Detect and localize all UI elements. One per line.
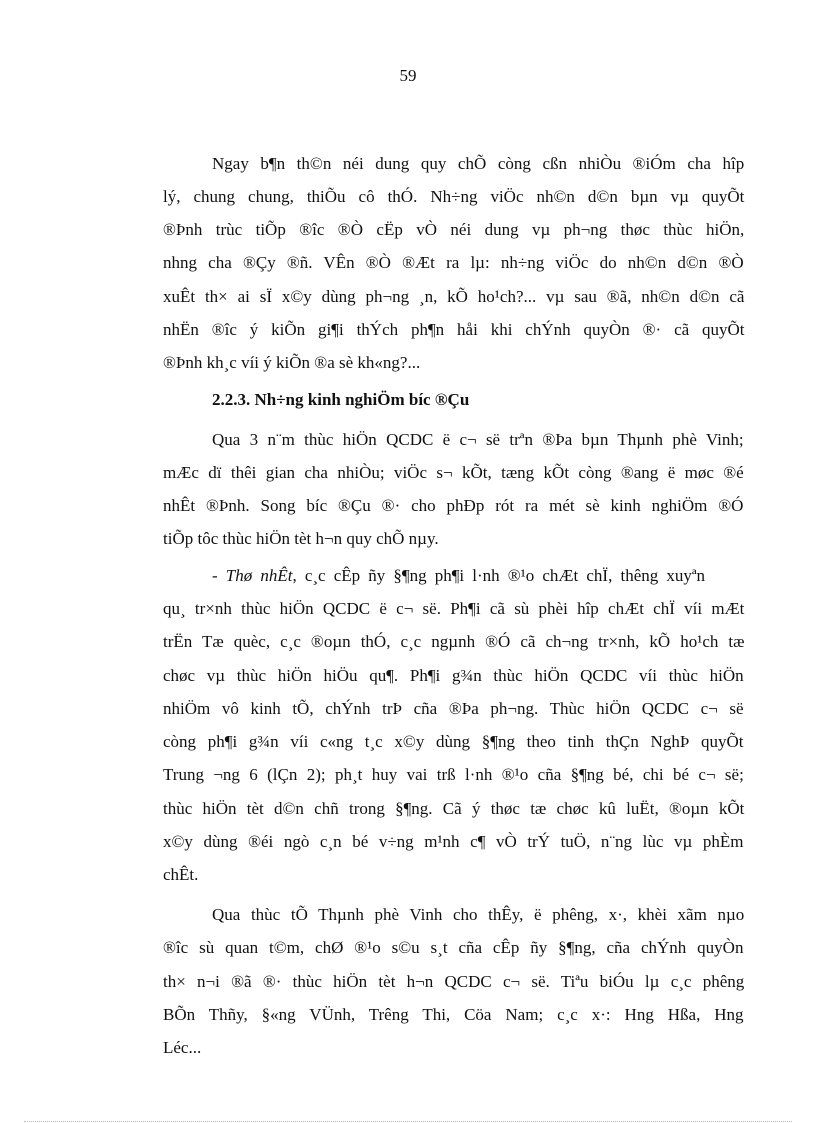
text-line: th× n¬i ®ã ®· thùc hiÖn tèt h¬n QCDC c¬ së. Tiªu biÓu lµ c¸c phêng — [163, 972, 745, 991]
section-heading: 2.2.3. Nh÷ng kinh nghiÖm bíc ®Çu — [212, 390, 470, 409]
bottom-divider — [24, 1121, 792, 1122]
text-line: nhiÖm vô kinh tÕ, chÝnh trÞ cña ®Þa ph¬ng. Thùc hiÖn QCDC c¬ së — [163, 699, 744, 718]
text-line: xuÊt th× ai sÏ x©y dùng ph¬ng ¸n, kÕ ho¹ch?... vµ sau ®ã, nh©n d©n cã — [163, 287, 745, 306]
text-line: nhÊt ®Þnh. Song bíc ®Çu ®· cho phÐp rót ra mét sè kinh nghiÖm ®Ó — [163, 496, 744, 515]
text-line: Qua 3 n¨m thùc hiÖn QCDC ë c¬ së trªn ®Þa bµn Thµnh phè Vinh; — [212, 430, 744, 449]
line-rest: , c¸c cÊp ñy §¶ng ph¶i l·nh ®¹o chÆt chÏ, thêng xuyªn — [292, 566, 706, 585]
text-line: Trung ¬ng 6 (lÇn 2); ph¸t huy vai trß l·nh ®¹o cña §¶ng bé, chi bé c¬ së; — [163, 765, 744, 784]
text-line: nhng cha ®Çy ®ñ. VÊn ®Ò ®Æt ra lµ: nh÷ng viÖc do nh©n d©n ®Ò — [163, 253, 744, 272]
text-line: ®Þnh kh¸c víi ý kiÕn ®a sè kh«ng?... — [163, 353, 421, 372]
text-line: Qua thùc tÕ Thµnh phè Vinh cho thÊy, ë phêng, x·, khèi xãm nµo — [212, 905, 745, 924]
text-line: chøc vµ thùc hiÖn hiÖu qu¶. Ph¶i g¾n thùc hiÖn QCDC víi thùc hiÖn — [163, 666, 744, 685]
page-number: 59 — [399, 66, 417, 85]
italic-lead: Thø nhÊt — [225, 566, 293, 585]
text-line — [212, 566, 705, 586]
list-dash: - — [212, 566, 226, 585]
text-line: Léc... — [163, 1038, 202, 1057]
text-line: x©y dùng ®éi ngò c¸n bé v÷ng m¹nh c¶ vÒ trÝ tuÖ, n¨ng lùc vµ phÈm — [163, 832, 744, 851]
text-line: còng ph¶i g¾n víi c«ng t¸c x©y dùng §¶ng theo tinh thÇn NghÞ quyÕt — [163, 732, 744, 751]
text-line: ®îc sù quan t©m, chØ ®¹o s©u s¸t cña cÊp ñy §¶ng, cña chÝnh quyÒn — [163, 938, 744, 957]
text-line: nhËn ®îc ý kiÕn gi¶i thÝch ph¶n håi khi chÝnh quyÒn ®· cã quyÕt — [163, 320, 745, 339]
text-line: tiÕp tôc thùc hiÖn tèt h¬n quy chÕ nµy. — [163, 529, 439, 548]
text-line: lý, chung chung, thiÕu cô thÓ. Nh÷ng viÖc nh©n d©n bµn vµ quyÕt — [163, 187, 745, 206]
text-line: thùc hiÖn tèt d©n chñ trong §¶ng. Cã ý thøc tæ chøc kû luËt, ®oµn kÕt — [163, 799, 745, 818]
text-line: mÆc dï thêi gian cha nhiÒu; viÖc s¬ kÕt, tæng kÕt còng ®ang ë møc ®é — [163, 463, 744, 482]
text-line: BÕn Thñy, §«ng VÜnh, Trêng Thi, Cöa Nam; c¸c x·: Hng Hßa, Hng — [163, 1005, 744, 1024]
text-line: ®Þnh trùc tiÕp ®îc ®Ò cËp vÒ néi dung vµ ph¬ng thøc thùc hiÖn, — [163, 220, 745, 239]
text-line: qu¸ tr×nh thùc hiÖn QCDC ë c¬ së. Ph¶i cã sù phèi hîp chÆt chÏ víi mÆt — [163, 599, 745, 618]
text-line: trËn Tæ quèc, c¸c ®oµn thÓ, c¸c ngµnh ®Ó cã ch¬ng tr×nh, kÕ ho¹ch tæ — [163, 632, 745, 651]
text-line: Ngay b¶n th©n néi dung quy chÕ còng cßn nhiÒu ®iÓm cha hîp — [212, 154, 745, 173]
text-line: chÊt. — [163, 865, 199, 884]
